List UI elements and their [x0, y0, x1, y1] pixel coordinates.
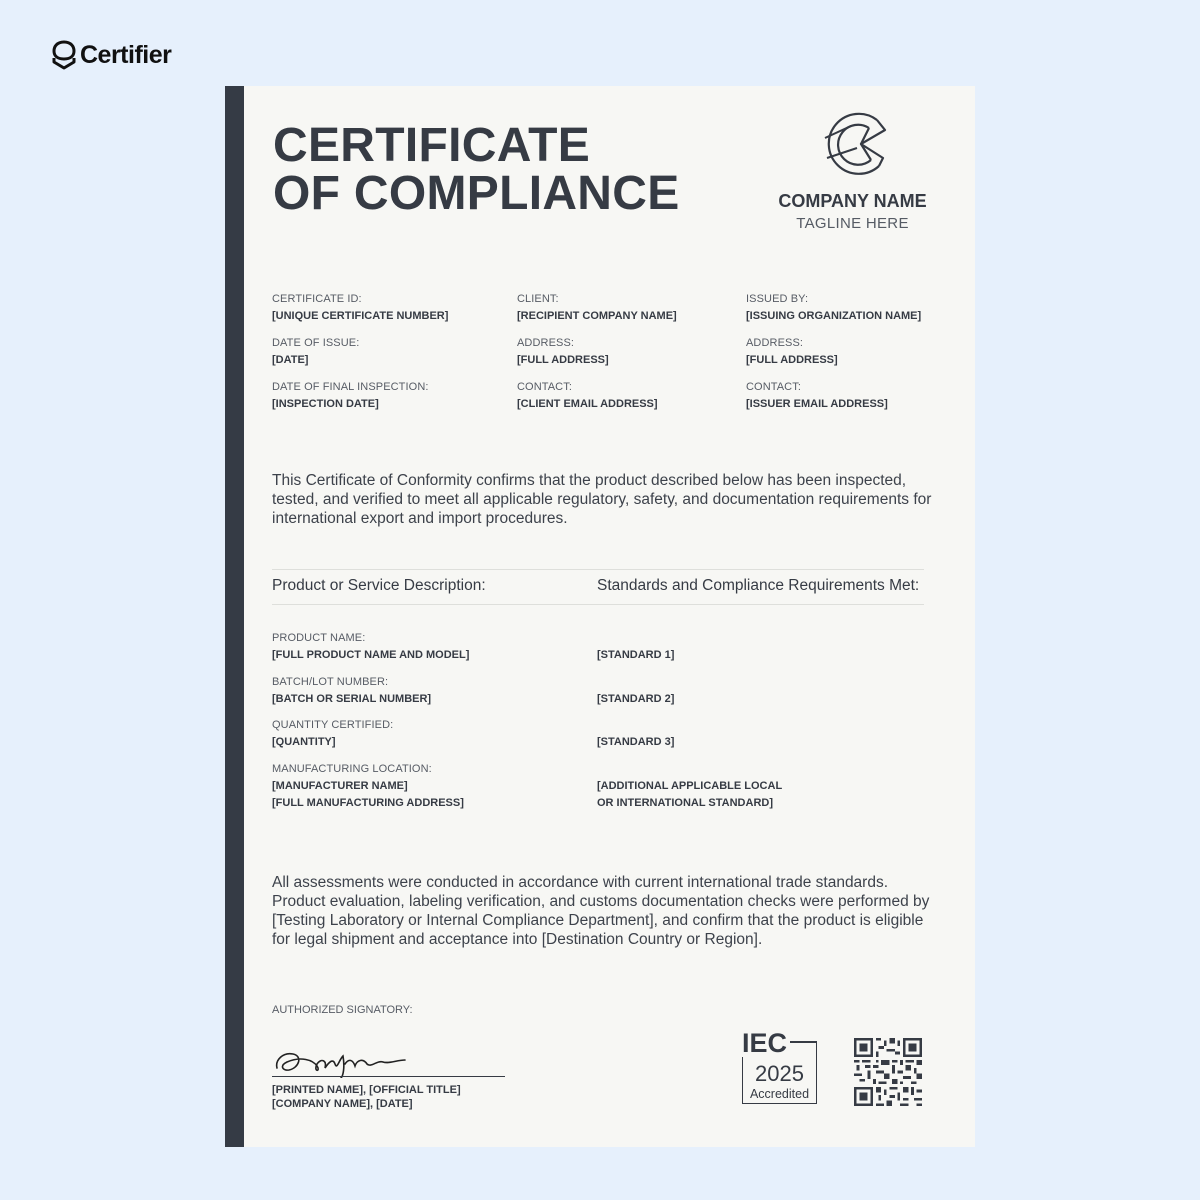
meta-label: CONTACT:	[746, 381, 801, 393]
section-divider-bottom	[272, 604, 924, 605]
meta-value: [FULL ADDRESS]	[746, 354, 838, 366]
product-value: [FULL PRODUCT NAME AND MODEL]	[272, 649, 470, 661]
signature-line	[272, 1076, 505, 1077]
section-divider-top	[272, 569, 924, 570]
product-value-2: [FULL MANUFACTURING ADDRESS]	[272, 797, 464, 809]
meta-value: [INSPECTION DATE]	[272, 398, 379, 410]
meta-issued-by	[746, 292, 921, 336]
meta-value: [UNIQUE CERTIFICATE NUMBER]	[272, 310, 449, 322]
intro-paragraph: This Certificate of Conformity confirms that the product described below has been inspected, tested, and verified to meet all applicable regulatory, safety, and documentation requirements for international export and import procedures.	[272, 472, 932, 527]
product-label: QUANTITY CERTIFIED:	[272, 719, 394, 731]
batch-number-field	[272, 675, 431, 708]
meta-value: [DATE]	[272, 354, 309, 366]
company-c-logo-icon	[817, 108, 889, 182]
iec-accreditation-badge	[742, 1028, 817, 1105]
meta-value: [ISSUER EMAIL ADDRESS]	[746, 398, 888, 410]
meta-issuer-address	[746, 336, 921, 380]
meta-value: [CLIENT EMAIL ADDRESS]	[517, 398, 658, 410]
product-heading: Product or Service Description:	[272, 577, 486, 594]
meta-label: ISSUED BY:	[746, 293, 809, 305]
signatory-details	[272, 1083, 461, 1111]
product-value: [BATCH OR SERIAL NUMBER]	[272, 693, 432, 705]
product-name-field	[272, 631, 469, 664]
standards-heading: Standards and Compliance Requirements Met:	[597, 577, 920, 594]
company-block	[755, 108, 950, 232]
meta-label: CERTIFICATE ID:	[272, 293, 362, 305]
meta-inspection-date	[272, 380, 448, 424]
closing-paragraph: All assessments were conducted in accordance with current international trade standards. Product evaluation, labeling verification, and customs documentation checks were performed by [Testing Laboratory or Internal Compliance Department], and confirm that the product is eligible for legal shipment and acceptance into [Destination Country or Region].	[272, 874, 930, 948]
meta-label: DATE OF FINAL INSPECTION:	[272, 381, 429, 393]
meta-label: CLIENT:	[517, 293, 559, 305]
meta-label: ADDRESS:	[746, 337, 804, 349]
badge-accredited: Accredited	[749, 1087, 810, 1101]
signatory-name-title: [PRINTED NAME], [OFFICIAL TITLE]	[272, 1084, 461, 1096]
certifier-logo-icon	[52, 40, 76, 70]
standard-3: [STANDARD 3]	[597, 736, 675, 748]
qr-code-icon	[854, 1038, 922, 1106]
brand-name: Certifier	[80, 40, 172, 69]
signature-icon	[273, 1038, 413, 1078]
meta-date-of-issue	[272, 336, 448, 380]
standard-2: [STANDARD 2]	[597, 693, 675, 705]
standard-1: [STANDARD 1]	[597, 649, 675, 661]
badge-name: IEC	[742, 1029, 790, 1057]
product-label: BATCH/LOT NUMBER:	[272, 676, 389, 688]
meta-column-certificate	[272, 292, 448, 424]
title-line-1: CERTIFICATE	[273, 119, 591, 172]
meta-value: [FULL ADDRESS]	[517, 354, 609, 366]
meta-value: [RECIPIENT COMPANY NAME]	[517, 310, 677, 322]
product-value: [MANUFACTURER NAME]	[272, 780, 408, 792]
signatory-company-date: [COMPANY NAME], [DATE]	[272, 1098, 413, 1110]
company-tagline: TAGLINE HERE	[796, 215, 909, 232]
certificate-title	[273, 119, 680, 220]
certificate-sheet	[225, 86, 975, 1147]
meta-column-issuer	[746, 292, 921, 424]
meta-client-address	[517, 336, 677, 380]
meta-label: ADDRESS:	[517, 337, 575, 349]
side-accent-bar	[225, 86, 244, 1147]
standard-additional-2: OR INTERNATIONAL STANDARD]	[597, 797, 773, 809]
company-name: COMPANY NAME	[778, 191, 927, 211]
product-label: MANUFACTURING LOCATION:	[272, 763, 432, 775]
quantity-field	[272, 718, 393, 751]
meta-client	[517, 292, 677, 336]
meta-label: DATE OF ISSUE:	[272, 337, 360, 349]
meta-label: CONTACT:	[517, 381, 572, 393]
meta-value: [ISSUING ORGANIZATION NAME]	[746, 310, 922, 322]
product-label: PRODUCT NAME:	[272, 632, 366, 644]
badge-frame-top	[790, 1041, 816, 1043]
product-value: [QUANTITY]	[272, 736, 336, 748]
manufacturing-location-field	[272, 762, 464, 812]
meta-column-client	[517, 292, 677, 424]
title-line-2: OF COMPLIANCE	[273, 167, 680, 220]
meta-issuer-contact	[746, 380, 921, 424]
standard-additional-1: [ADDITIONAL APPLICABLE LOCAL	[597, 780, 783, 792]
signatory-label: AUTHORIZED SIGNATORY:	[272, 1004, 413, 1016]
meta-client-contact	[517, 380, 677, 424]
certifier-brand	[52, 40, 171, 70]
meta-certificate-id	[272, 292, 448, 336]
badge-year: 2025	[755, 1061, 804, 1086]
